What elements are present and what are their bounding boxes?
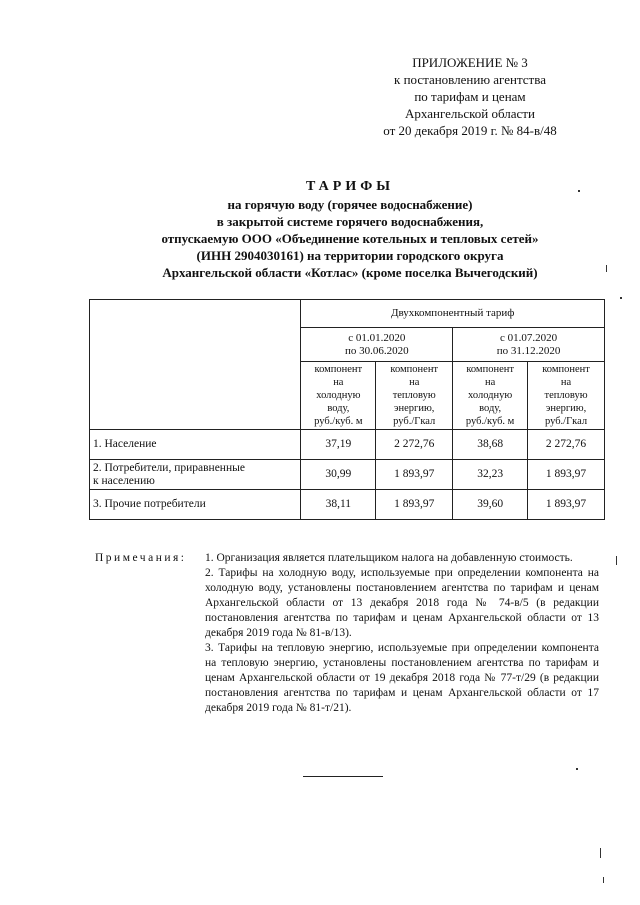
comp-text: компонент	[542, 364, 590, 375]
title-line: (ИНН 2904030161) на территории городского округа	[196, 248, 504, 263]
cell-value: 30,99	[301, 460, 376, 490]
comp-text: воду,	[479, 403, 502, 414]
comp-text: компонент	[314, 364, 363, 375]
appendix-line: по тарифам и ценам	[414, 89, 526, 104]
title-line: отпускаемую ООО «Объединение котельных и тепловых сетей»	[161, 231, 539, 246]
notes-label: Примечания:	[95, 552, 187, 564]
cell-value: 2 272,76	[528, 430, 605, 460]
appendix-line: Архангельской области	[405, 106, 535, 121]
cell-value: 1 893,97	[528, 460, 605, 490]
separator-line	[303, 776, 383, 777]
tariffs-table	[89, 299, 605, 520]
period-1-end: по 30.06.2020	[344, 344, 409, 357]
scan-speck	[620, 297, 622, 299]
component-heat-header	[376, 362, 453, 430]
comp-text: тепловую	[392, 390, 436, 401]
cell-value: 1 893,97	[528, 490, 605, 520]
title-line: Архангельской области «Котлас» (кроме поселка Вычегодский)	[162, 265, 538, 280]
comp-text: на	[484, 377, 496, 388]
table-corner-cell	[90, 300, 301, 430]
scan-speck	[576, 768, 578, 770]
scan-speck	[603, 877, 604, 883]
scan-speck	[606, 265, 607, 272]
comp-text: воду,	[327, 403, 350, 414]
comp-text: руб./Гкал	[544, 416, 588, 427]
table-header-row	[90, 300, 605, 328]
header-two-component: Двухкомпонентный тариф	[301, 300, 605, 328]
table-row	[90, 430, 605, 460]
cell-value: 39,60	[453, 490, 528, 520]
row-label: 1. Население	[90, 430, 301, 460]
title-main: ТАРИФЫ	[306, 179, 394, 194]
comp-text: на	[333, 377, 344, 388]
scan-speck	[600, 848, 601, 858]
component-cold-header	[453, 362, 528, 430]
comp-text: на	[409, 377, 420, 388]
period-2-end: по 31.12.2020	[496, 344, 561, 357]
title-line: в закрытой системе горячего водоснабжения,	[216, 214, 484, 229]
comp-text: компонент	[466, 364, 514, 375]
table-row	[90, 460, 605, 490]
component-heat-header	[528, 362, 605, 430]
cell-value: 1 893,97	[376, 490, 453, 520]
row-label-line: 2. Потребители, приравненные	[93, 461, 245, 474]
appendix-number: ПРИЛОЖЕНИЕ № 3	[412, 55, 528, 70]
comp-text: холодную	[316, 390, 361, 401]
comp-text: компонент	[390, 364, 439, 375]
scan-speck	[578, 190, 580, 192]
appendix-header	[350, 54, 590, 139]
period-2	[453, 328, 605, 362]
document-title	[60, 178, 640, 281]
comp-text: руб./куб. м	[465, 416, 515, 427]
period-2-start: с 01.07.2020	[500, 331, 558, 344]
table-row	[90, 490, 605, 520]
comp-text: холодную	[468, 390, 513, 401]
comp-text: руб./куб. м	[314, 416, 363, 427]
scan-speck	[616, 556, 617, 565]
row-label	[90, 460, 301, 490]
cell-value: 1 893,97	[376, 460, 453, 490]
note-item: 2. Тарифы на холодную воду, используемые при определении компонента на холодную воду, установлены постановлением агентства по тарифам и ценам Архангельской области от 13 декабря 2018 года № 74-в/5 (в редакции постановления агентства по тарифам и ценам Архангельской области от 13 декабря 2019 года № 81-в/13).	[205, 567, 599, 639]
cell-value: 2 272,76	[376, 430, 453, 460]
comp-text: на	[560, 377, 572, 388]
comp-text: энергию,	[394, 403, 435, 414]
note-item: 1. Организация является плательщиком налога на добавленную стоимость.	[205, 552, 573, 564]
cell-value: 38,11	[301, 490, 376, 520]
notes-body	[205, 551, 599, 716]
row-label-line: к населению	[93, 474, 155, 487]
title-line: на горячую воду (горячее водоснабжение)	[227, 197, 473, 212]
comp-text: тепловую	[544, 390, 588, 401]
appendix-line: к постановлению агентства	[394, 72, 546, 87]
cell-value: 32,23	[453, 460, 528, 490]
comp-text: энергию,	[545, 403, 587, 414]
note-item: 3. Тарифы на тепловую энергию, используемые при определении компонента на тепловую энергию, установлены постановлением агентства по тарифам и ценам Архангельской области от 19 декабря 2018 года № 77-т/29 (в редакции постановления агентства по тарифам и ценам Архангельской области от 17 декабря 2019 года № 81-т/21).	[205, 642, 599, 714]
cell-value: 37,19	[301, 430, 376, 460]
appendix-date: от 20 декабря 2019 г. № 84-в/48	[383, 123, 557, 138]
component-cold-header	[301, 362, 376, 430]
comp-text: руб./Гкал	[393, 416, 436, 427]
row-label: 3. Прочие потребители	[90, 490, 301, 520]
period-1-start: с 01.01.2020	[348, 331, 406, 344]
period-1	[301, 328, 453, 362]
cell-value: 38,68	[453, 430, 528, 460]
